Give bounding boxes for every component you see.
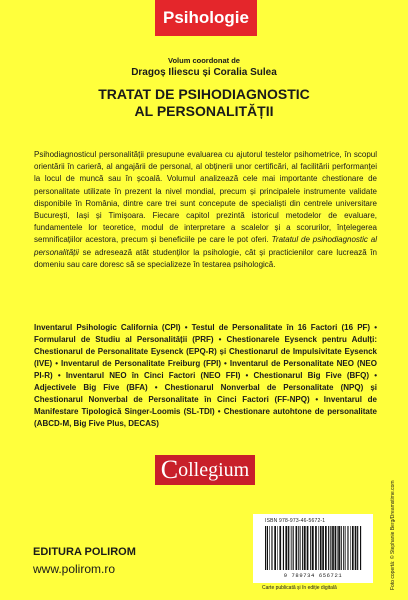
- barcode-bar: [318, 526, 319, 570]
- description-part-1: Psihodiagnosticul personalității presupune evaluarea cu ajutorul testelor psihometrice, în scopul orientării în carieră, al angajării de personal, al obținerii unor certificări, al facilitării performanței la locul de muncă sau în școală. Volumul analizează cele mai importante chestionare de personalitate utilizate în prezent la nivel mondial, precum și principalele instrumente validate disponibile în România, dintre care trei sunt concepute de specialiști din centrele universitare București, Iași și Timișoara. Fiecare capitol prezintă istoricul metodelor de evaluare, fundamentele lor teoretice, modul de interpretare a scalelor și a scorurilor, înțelegerea semnificațiilor acestora, precum și beneficiile pe care le pot oferi.: [34, 150, 377, 245]
- category-tab: Psihologie: [155, 0, 257, 36]
- logo-text: ollegium: [178, 458, 250, 481]
- barcode-bar: [315, 526, 317, 570]
- barcode-bar: [290, 526, 291, 570]
- barcode-bar: [291, 526, 292, 570]
- photo-credit: Foto copertă: © Stephanie Berg/Dreamstime.com: [390, 480, 396, 590]
- publisher-name: EDITURA POLIROM: [33, 546, 136, 558]
- barcode-bar: [277, 526, 278, 570]
- list-separator: •: [309, 395, 324, 404]
- instrument-item: Formularul de Studiu al Personalității (PRF): [34, 335, 214, 344]
- instrument-list: [34, 322, 377, 430]
- barcode-bar: [271, 526, 272, 570]
- collegium-logo: [155, 455, 255, 485]
- barcode-bar: [325, 526, 327, 570]
- instrument-item: Inventarul NEO în Cinci Factori (NEO FFI): [65, 371, 241, 380]
- title-line-2: AL PERSONALITĂȚII: [134, 103, 274, 119]
- barcode-bar: [335, 526, 337, 570]
- barcode-bar: [298, 526, 299, 570]
- isbn-text: ISBN 978-973-46-5672-1: [265, 518, 326, 524]
- instrument-item: Inventarul de Personalitate NEO (NEO PI-R): [34, 359, 377, 380]
- publisher-website: www.polirom.ro: [33, 562, 116, 576]
- barcode-bar: [274, 526, 276, 570]
- list-separator: •: [221, 359, 230, 368]
- instrument-item: Chestionare autohtone de personalitate (ABCD-M, Big Five Plus, DECAS): [34, 407, 377, 428]
- barcode-bar: [296, 526, 298, 570]
- list-separator: •: [240, 371, 254, 380]
- barcode: [263, 526, 363, 570]
- barcode-bar: [330, 526, 331, 570]
- digital-edition-note: Carte publicată și în ediție digitală: [262, 585, 337, 591]
- barcode-bar: [337, 526, 338, 570]
- instrument-item: Adjectivele Big Five (BFA): [34, 383, 148, 392]
- coordinated-label: Volum coordonat de: [168, 56, 240, 65]
- list-separator: •: [52, 371, 66, 380]
- barcode-bar: [341, 526, 342, 570]
- list-separator: •: [180, 323, 192, 332]
- barcode-bar: [360, 526, 361, 570]
- barcode-bar: [300, 526, 301, 570]
- barcode-bar: [357, 526, 358, 570]
- list-separator: •: [370, 323, 377, 332]
- instrument-item: Inventarul de Manifestare Tipologică Singer-Loomis (SL-TDI): [34, 395, 378, 416]
- barcode-bar: [304, 526, 306, 570]
- editors: Dragoș Iliescu și Coralia Sulea: [131, 67, 277, 78]
- barcode-bar: [312, 526, 314, 570]
- instrument-item: Chestionarul Big Five (BFQ): [253, 371, 370, 380]
- barcode-bar: [332, 526, 334, 570]
- list-separator: •: [369, 371, 378, 380]
- barcode-bar: [307, 526, 309, 570]
- logo-initial: C: [160, 455, 179, 484]
- instrument-item: Testul de Personalitate în 16 Factori (16 PF): [191, 323, 371, 332]
- barcode-digits: 9 789734 656721: [283, 572, 343, 579]
- barcode-bar: [302, 526, 303, 570]
- barcode-bar: [265, 526, 266, 570]
- barcode-bar: [310, 526, 311, 570]
- list-separator: •: [52, 359, 62, 368]
- barcode-bar: [343, 526, 344, 570]
- barcode-bar: [355, 526, 357, 570]
- barcode-bar: [279, 526, 281, 570]
- barcode-bar: [269, 526, 270, 570]
- instrument-item: Inventarul de Personalitate Freiburg (FPI): [61, 359, 222, 368]
- book-title: [0, 86, 408, 120]
- list-separator: •: [214, 407, 224, 416]
- list-separator: •: [147, 383, 165, 392]
- isbn-barcode-box: [253, 514, 373, 583]
- description-italic: Tratatul de psihodiagnostic al personalității: [34, 235, 378, 257]
- barcode-bar: [347, 526, 348, 570]
- barcode-bar: [352, 526, 354, 570]
- barcode-bar: [345, 526, 346, 570]
- barcode-bar: [338, 526, 340, 570]
- description: [34, 149, 377, 271]
- description-part-2: se adresează atât studenților la psihologie, cât și practicienilor care lucrează în domeniu sau care doresc să se specializeze în testarea psihologică.: [34, 247, 377, 269]
- barcode-bar: [283, 526, 284, 570]
- instrument-item: Chestionarele Eysenck pentru Adulți: Chestionarul de Personalitate Eysenck (EPQ-R) și Chestionarul de Impulsivitate Eysenck (IVE): [34, 335, 377, 368]
- barcode-bar: [293, 526, 294, 570]
- barcode-bar: [288, 526, 289, 570]
- title-line-1: TRATAT DE PSIHODIAGNOSTIC: [98, 86, 310, 102]
- barcode-bar: [285, 526, 287, 570]
- instrument-item: Chestionarul Nonverbal de Personalitate (NPQ) și Chestionarul Nonverbal de Personalitate în Cinci Factori (FF-NPQ): [34, 383, 377, 404]
- barcode-bar: [267, 526, 268, 570]
- barcode-bar: [328, 526, 329, 570]
- barcode-bar: [322, 526, 324, 570]
- list-separator: •: [213, 335, 227, 344]
- barcode-bar: [350, 526, 351, 570]
- instrument-item: Inventarul Psihologic California (CPI): [34, 323, 181, 332]
- barcode-bar: [320, 526, 322, 570]
